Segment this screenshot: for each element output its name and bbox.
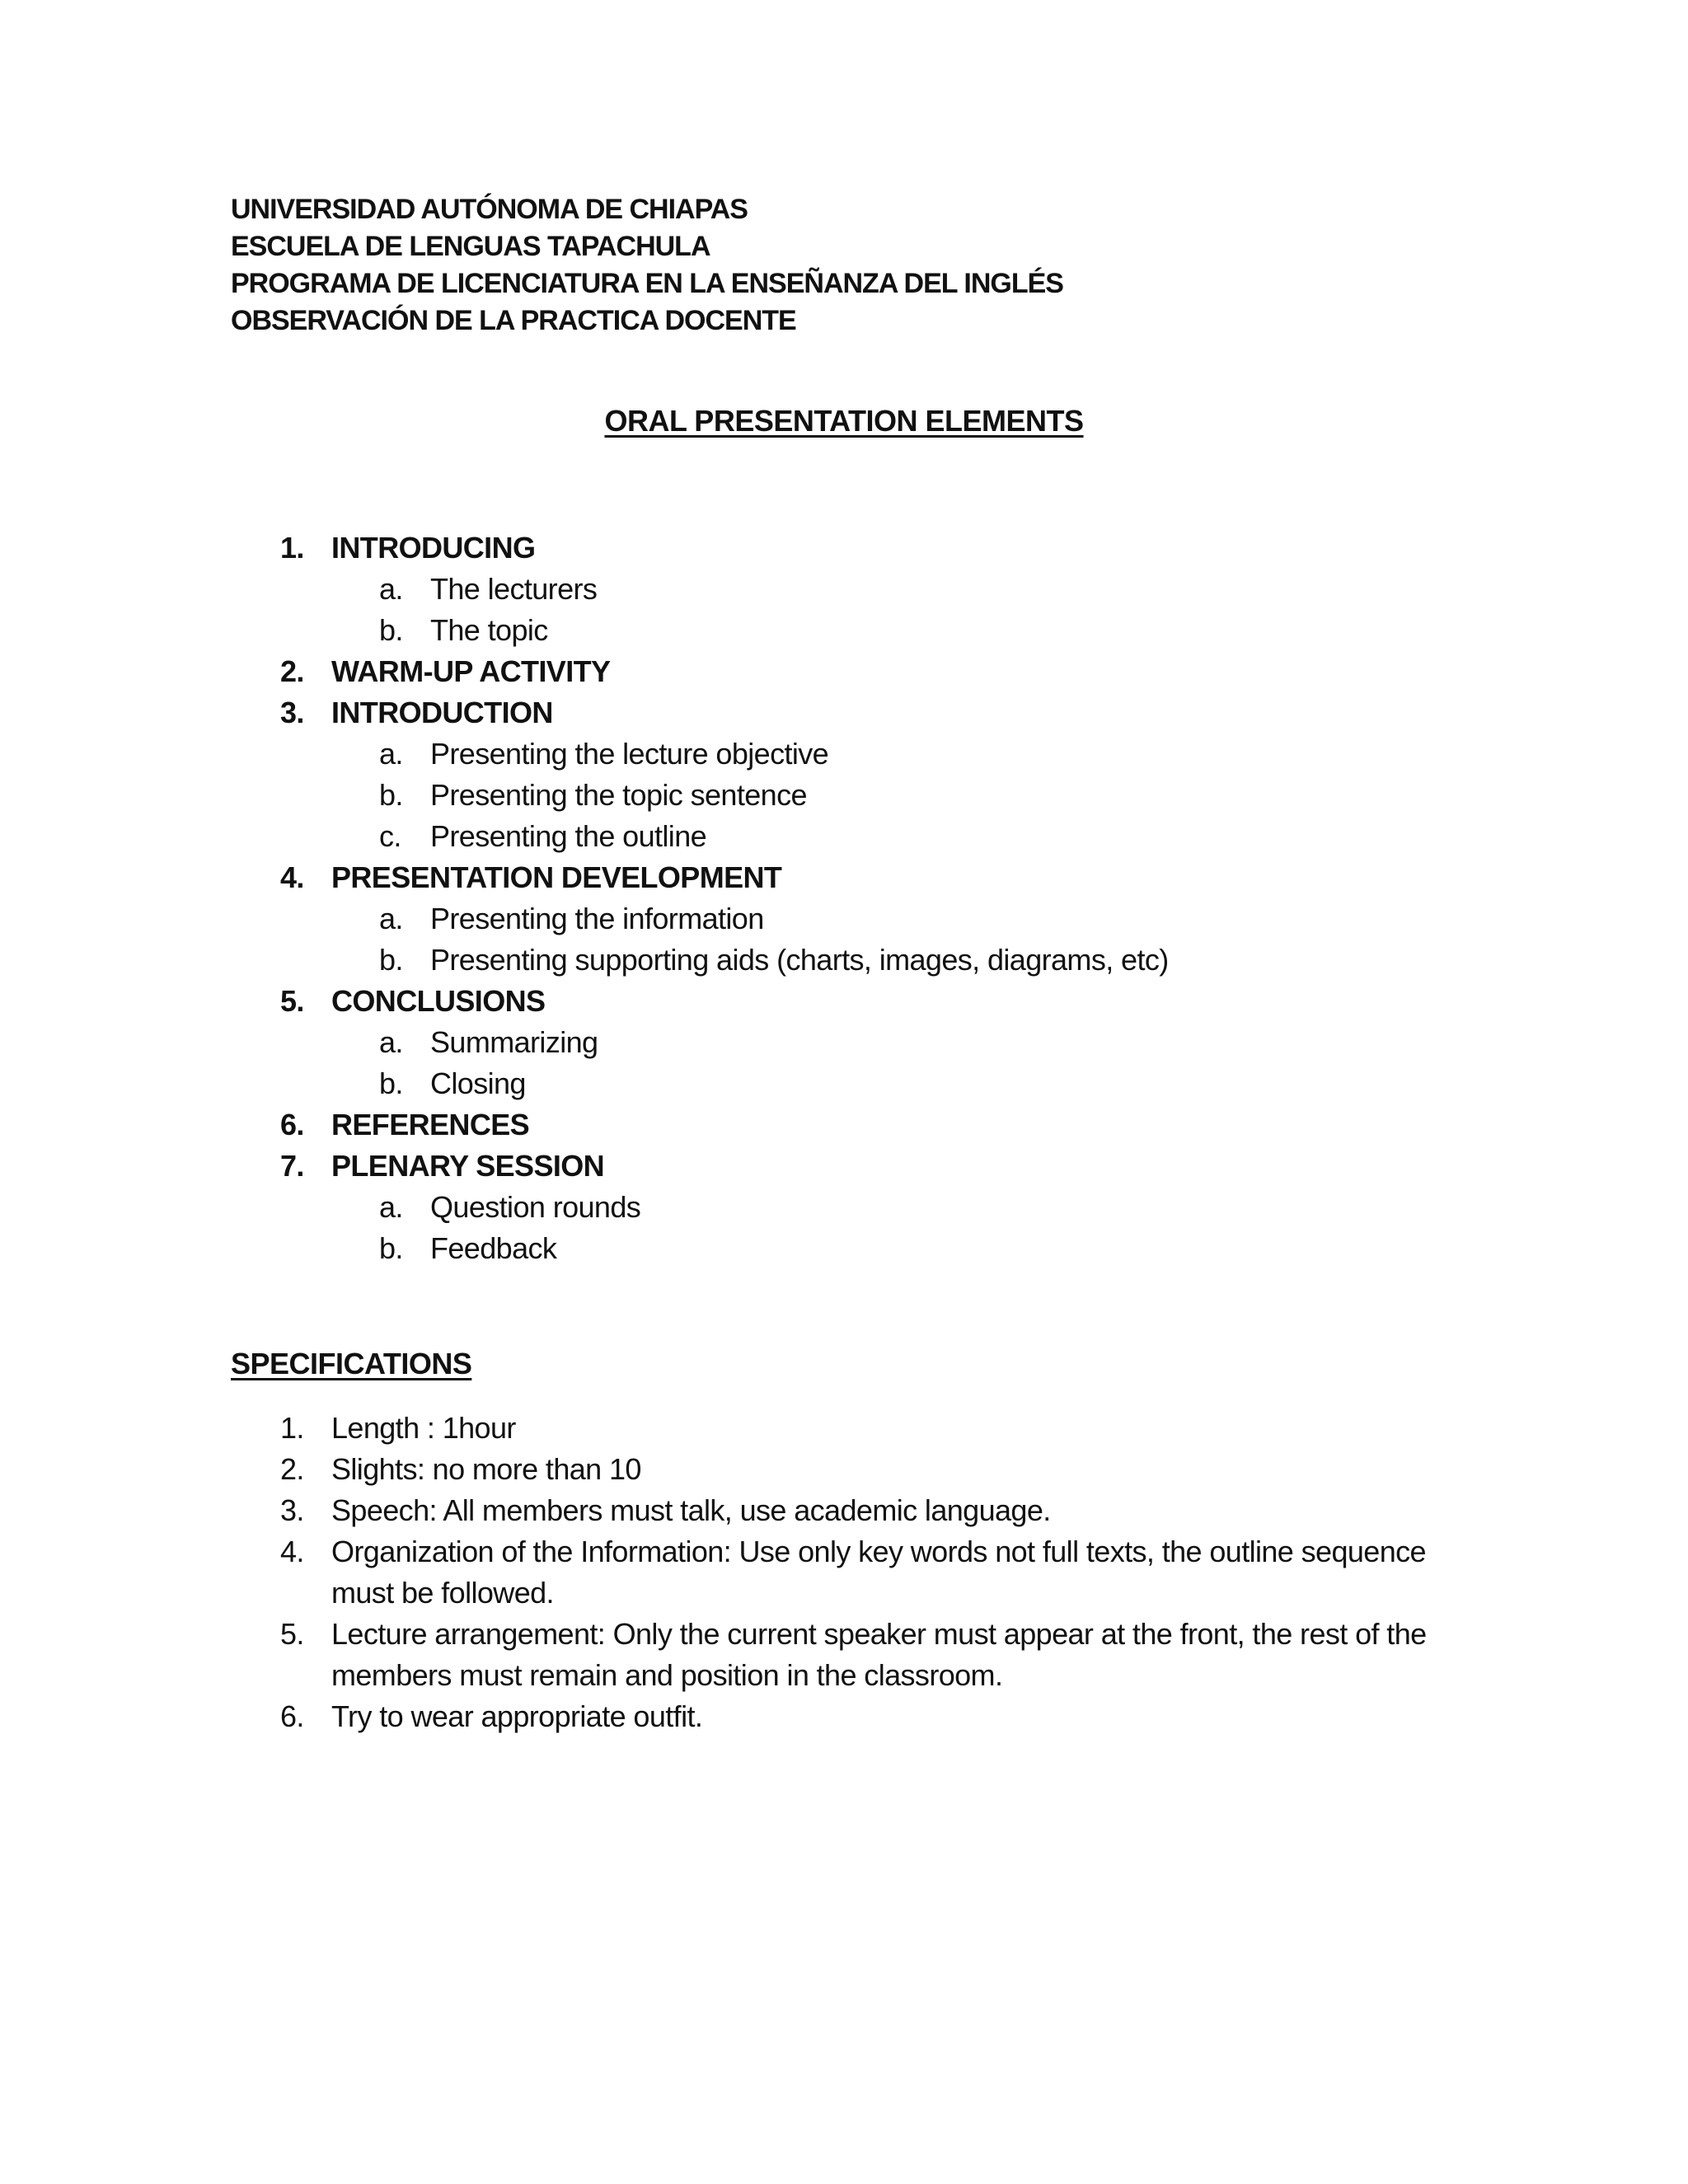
- outline-subitem: [280, 1228, 1599, 1269]
- outline-subitem-letter: c.: [379, 819, 401, 853]
- specification-text: Length : 1hour: [331, 1411, 516, 1445]
- header-line-program: PROGRAMA DE LICENCIATURA EN LA ENSEÑANZA DEL INGLÉS: [231, 268, 1063, 299]
- specification-text: Organization of the Information: Use only key words not full texts, the outline sequence must be followed.: [331, 1535, 1426, 1610]
- outline-subitem: [280, 940, 1599, 981]
- outline-item: [280, 651, 1599, 692]
- outline-subitem: [280, 898, 1599, 940]
- presentation-outline: [280, 527, 1599, 1269]
- outline-subitem: [280, 775, 1599, 816]
- specification-item: [280, 1696, 1451, 1737]
- specification-number: 1.: [280, 1411, 304, 1445]
- outline-item-label: PRESENTATION DEVELOPMENT: [331, 860, 782, 894]
- outline-item-number: 2.: [280, 654, 304, 688]
- specifications-heading: SPECIFICATIONS: [231, 1347, 472, 1380]
- outline-item-number: 1.: [280, 531, 304, 565]
- specification-number: 4.: [280, 1535, 304, 1568]
- outline-subitem: [280, 1022, 1599, 1063]
- outline-item-label: REFERENCES: [331, 1108, 530, 1141]
- specification-text: Slights: no more than 10: [331, 1452, 641, 1486]
- outline-subitem-letter: b.: [379, 613, 403, 647]
- outline-subitem-letter: a.: [379, 902, 403, 935]
- outline-subitem-text: The lecturers: [430, 572, 598, 606]
- outline-item: [280, 1104, 1599, 1146]
- outline-subitem-text: Presenting supporting aids (charts, images, diagrams, etc): [430, 943, 1169, 977]
- specification-number: 5.: [280, 1617, 304, 1651]
- outline-item: [280, 1146, 1599, 1187]
- specification-number: 6.: [280, 1699, 304, 1733]
- outline-subitem: [280, 610, 1599, 651]
- outline-subitem-letter: b.: [379, 943, 403, 977]
- outline-subitem-text: Question rounds: [430, 1190, 641, 1224]
- outline-subitem: [280, 1187, 1599, 1228]
- outline-subitem: [280, 569, 1599, 610]
- outline-item-label: INTRODUCTION: [331, 696, 553, 729]
- outline-subitem-letter: a.: [379, 572, 403, 606]
- outline-subitem-text: Presenting the lecture objective: [430, 737, 829, 771]
- specification-item: [280, 1490, 1451, 1531]
- specifications-list: [280, 1408, 1451, 1737]
- outline-item-label: WARM-UP ACTIVITY: [331, 654, 611, 688]
- outline-subitem-text: Presenting the topic sentence: [430, 778, 807, 812]
- outline-item: [280, 857, 1599, 898]
- outline-subitem-text: Closing: [430, 1066, 526, 1100]
- specification-text: Try to wear appropriate outfit.: [331, 1699, 703, 1733]
- outline-subitem-text: Summarizing: [430, 1025, 598, 1059]
- outline-subitem-text: Feedback: [430, 1231, 557, 1265]
- header-line-school: ESCUELA DE LENGUAS TAPACHULA: [231, 231, 710, 262]
- specification-item: [280, 1614, 1451, 1696]
- outline-subitem-text: Presenting the outline: [430, 819, 707, 853]
- outline-item-number: 7.: [280, 1149, 304, 1183]
- outline-subitem-letter: b.: [379, 1066, 403, 1100]
- header-line-observation: OBSERVACIÓN DE LA PRACTICA DOCENTE: [231, 305, 796, 336]
- specification-number: 3.: [280, 1493, 304, 1527]
- outline-item-number: 3.: [280, 696, 304, 729]
- outline-subitem-letter: b.: [379, 778, 403, 812]
- outline-subitem-letter: a.: [379, 1190, 403, 1224]
- outline-subitem-letter: b.: [379, 1231, 403, 1265]
- outline-subitem-text: Presenting the information: [430, 902, 764, 935]
- outline-subitem-text: The topic: [430, 613, 548, 647]
- specification-item: [280, 1531, 1451, 1614]
- document-title-wrap: [0, 402, 1688, 440]
- header-line-university: UNIVERSIDAD AUTÓNOMA DE CHIAPAS: [231, 194, 748, 225]
- specification-text: Speech: All members must talk, use academic language.: [331, 1493, 1051, 1527]
- specification-item: [280, 1408, 1451, 1449]
- document-title: ORAL PRESENTATION ELEMENTS: [604, 404, 1084, 438]
- outline-item-label: CONCLUSIONS: [331, 984, 546, 1018]
- specification-item: [280, 1449, 1451, 1490]
- outline-subitem-letter: a.: [379, 1025, 403, 1059]
- specification-number: 2.: [280, 1452, 304, 1486]
- outline-subitem: [280, 816, 1599, 857]
- outline-subitem: [280, 1063, 1599, 1104]
- specification-text: Lecture arrangement: Only the current speaker must appear at the front, the rest of the members must remain and position in the classroom.: [331, 1617, 1427, 1692]
- outline-item-label: PLENARY SESSION: [331, 1149, 605, 1183]
- outline-item: [280, 527, 1599, 569]
- institution-header: [231, 191, 1550, 340]
- outline-item-number: 6.: [280, 1108, 304, 1141]
- outline-item: [280, 692, 1599, 733]
- outline-subitem-letter: a.: [379, 737, 403, 771]
- outline-item-number: 4.: [280, 860, 304, 894]
- outline-item-number: 5.: [280, 984, 304, 1018]
- outline-subitem: [280, 733, 1599, 775]
- outline-item: [280, 981, 1599, 1022]
- outline-item-label: INTRODUCING: [331, 531, 536, 565]
